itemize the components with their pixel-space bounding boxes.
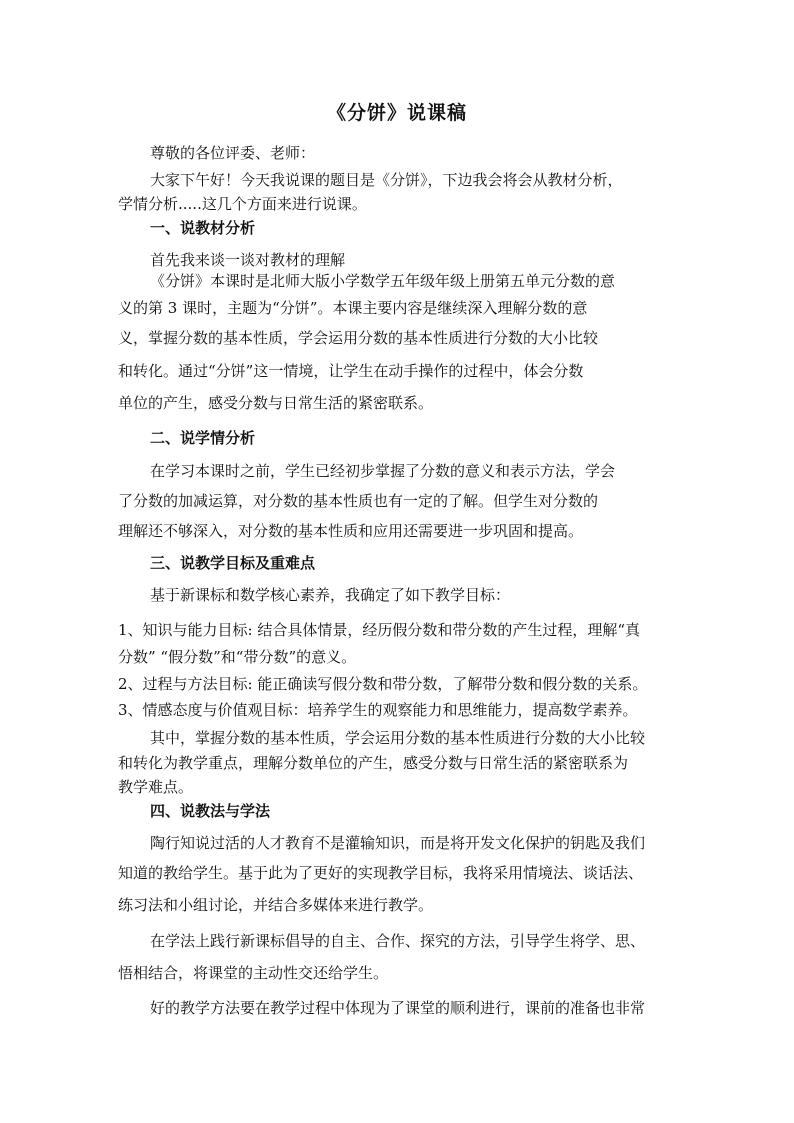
list-item: 1、知识与能力目标: 结合具体情景，经历假分数和带分数的产生过程，理解“真	[118, 621, 641, 639]
paragraph-line: 义，掌握分数的基本性质，学会运用分数的基本性质进行分数的大小比较	[118, 329, 599, 347]
section-heading-2: 二、说学情分析	[150, 429, 256, 447]
paragraph-line: 理解还不够深入，对分数的基本性质和应用还需要进一步巩固和提高。	[118, 522, 584, 540]
paragraph-line: 教学难点。	[118, 778, 194, 796]
paragraph-line: 和转化。通过“分饼”这一情境，让学生在动手操作的过程中，体会分数	[118, 362, 584, 380]
page-title: 《分饼》说课稿	[326, 102, 467, 124]
list-item-continuation: 分数” “假分数”和“带分数”的意义。	[118, 648, 357, 666]
list-item: 2、过程与方法目标: 能正确读写假分数和带分数，了解带分数和假分数的关系。	[118, 675, 648, 693]
paragraph-line: 练习法和小组讨论，并结合多媒体来进行教学。	[118, 896, 434, 914]
paragraph-line: 在学法上践行新课标倡导的自主、合作、探究的方法，引导学生将学、思、	[150, 932, 646, 950]
paragraph-line: 单位的产生，感受分数与日常生活的紧密联系。	[118, 394, 434, 412]
paragraph-line: 学情分析.....这几个方面来进行说课。	[118, 195, 367, 213]
paragraph-line: 其中，掌握分数的基本性质，学会运用分数的基本性质进行分数的大小比较	[150, 729, 646, 747]
section-heading-3: 三、说教学目标及重难点	[150, 554, 316, 572]
paragraph-line: 和转化为教学重点，理解分数单位的产生，感受分数与日常生活的紧密联系为	[118, 754, 629, 772]
section-heading-4: 四、说教法与学法	[150, 802, 271, 820]
greeting: 尊敬的各位评委、老师：	[150, 144, 316, 162]
paragraph-line: 好的教学方法要在教学过程中体现为了课堂的顺利进行，课前的准备也非常	[150, 999, 646, 1017]
paragraph-line: 大家下午好！今天我说课的题目是《分饼》，下边我会将会从教材分析，	[150, 171, 623, 189]
paragraph-line: 悟相结合，将课堂的主动性交还给学生。	[118, 964, 389, 982]
paragraph-line: 在学习本课时之前，学生已经初步掌握了分数的意义和表示方法，学会	[150, 462, 616, 480]
paragraph-line: 基于新课标和数学核心素养，我确定了如下教学目标：	[150, 586, 511, 604]
paragraph-line: 陶行知说过活的人才教育不是灌输知识，而是将开发文化保护的钥匙及我们	[150, 834, 646, 852]
section-heading-1: 一、说教材分析	[150, 219, 256, 237]
paragraph-line: 首先我来谈一谈对教材的理解	[150, 251, 346, 269]
paragraph-line: 《分饼》本课时是北师大版小学数学五年级年级上册第五单元分数的意	[150, 272, 616, 290]
paragraph-line: 了分数的加减运算，对分数的基本性质也有一定的了解。但学生对分数的	[118, 492, 599, 510]
paragraph-line: 义的第 3 课时，主题为“分饼”。本课主要内容是继续深入理解分数的意	[118, 299, 588, 317]
paragraph-line: 知道的教给学生。基于此为了更好的实现教学目标，我将采用情境法、谈话法、	[118, 864, 644, 882]
list-item: 3、情感态度与价值观目标：培养学生的观察能力和思维能力，提高数学素养。	[118, 701, 638, 719]
